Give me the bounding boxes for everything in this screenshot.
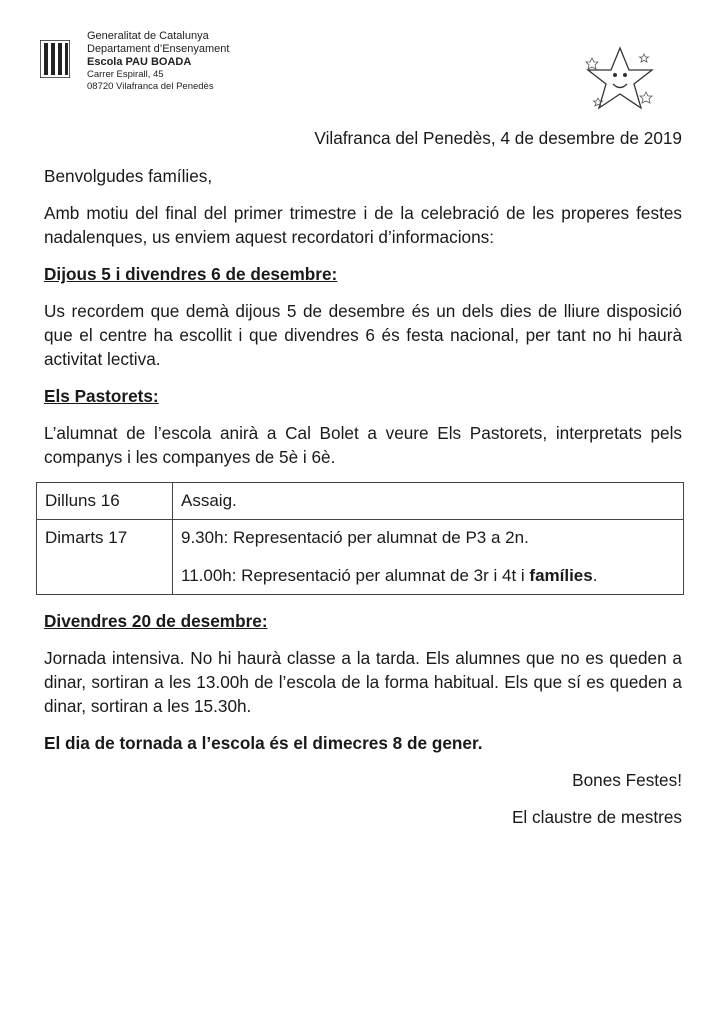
- section-heading-pastorets: Els Pastorets:: [44, 386, 159, 406]
- department-name: Departament d’Ensenyament: [87, 43, 230, 55]
- school-city: 08720 Vilafranca del Penedès: [87, 81, 214, 92]
- letterhead-text: [87, 30, 229, 93]
- section-heading-friday: Divendres 20 de desembre:: [44, 611, 268, 631]
- schedule-table: [36, 482, 684, 595]
- families-emphasis: famílies: [529, 566, 593, 585]
- friday-paragraph: Jornada intensiva. No hi haurà classe a la tarda. Els alumnes que no es queden a dinar, sortiran a les 13.00h de l’escola de la forma habitual. Els que sí es queden a dinar, sortiran a les 15.30h.: [44, 648, 682, 716]
- greeting: Benvolgudes famílies,: [44, 166, 213, 186]
- return-note: El dia de tornada a l’escola és el dimecres 8 de gener.: [44, 733, 483, 753]
- letterhead: [40, 30, 340, 100]
- table-row: [37, 483, 684, 520]
- schedule-line-text: 11.00h: Representació per alumnat de 3r i 4t i: [181, 566, 530, 585]
- institution-name: Generalitat de Catalunya: [87, 30, 209, 42]
- school-name: Escola PAU BOADA: [87, 56, 192, 68]
- schedule-line-end: .: [592, 566, 598, 585]
- schedule-detail: Assaig.: [173, 483, 684, 520]
- generalitat-logo-icon: [40, 40, 70, 78]
- signature: El claustre de mestres: [511, 807, 682, 827]
- schedule-day: Dimarts 17: [37, 520, 173, 595]
- closing-greeting: Bones Festes!: [572, 770, 682, 790]
- letter-body: [44, 126, 682, 842]
- letter-date: Vilafranca del Penedès, 4 de desembre de 2019: [314, 128, 682, 148]
- pastorets-paragraph: L’alumnat de l’escola anirà a Cal Bolet a veure Els Pastorets, interpretats pels companys i les companyes de 5è i 6è.: [44, 423, 682, 467]
- holidays-paragraph: Us recordem que demà dijous 5 de desembre és un dels dies de lliure disposició que el centre ha escollit i que divendres 6 és festa nacional, per tant no hi haurà activitat lectiva.: [44, 301, 682, 369]
- table-row: [37, 520, 684, 595]
- section-heading-holidays: Dijous 5 i divendres 6 de desembre:: [44, 264, 338, 284]
- schedule-detail: [173, 520, 684, 595]
- intro-paragraph: Amb motiu del final del primer trimestre i de la celebració de les properes festes nadalenques, us enviem aquest recordatori d’informacions:: [44, 203, 682, 247]
- star-mascot-icon: [580, 40, 660, 120]
- school-address: Carrer Espirall, 45: [87, 69, 164, 80]
- schedule-line: 9.30h: Representació per alumnat de P3 a 2n.: [181, 528, 529, 547]
- schedule-line: [181, 564, 675, 588]
- schedule-day: Dilluns 16: [37, 483, 173, 520]
